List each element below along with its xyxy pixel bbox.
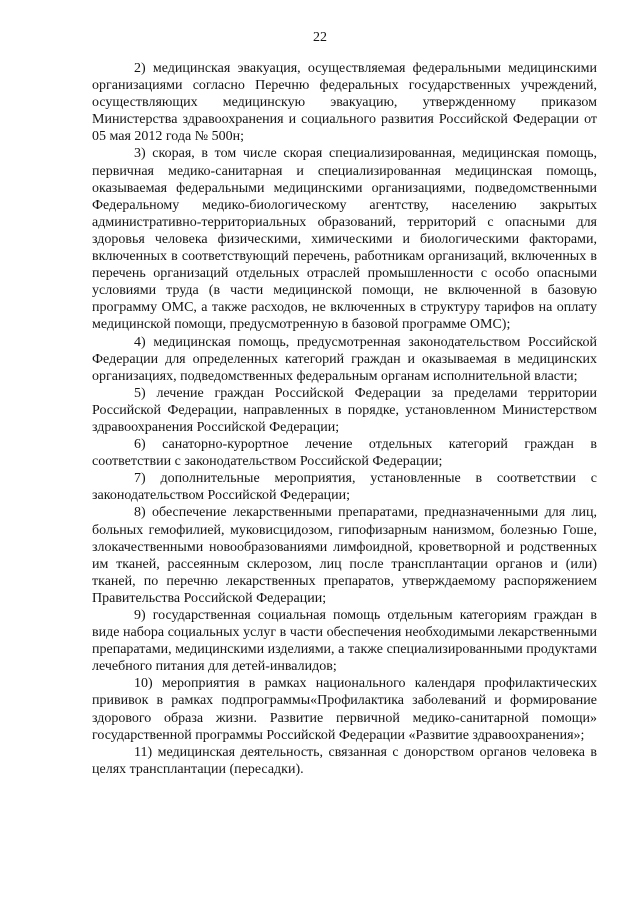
page-number: 22 [313,30,327,45]
document-body [92,60,597,778]
paragraph-item-10: 10) мероприятия в рамках национального календаря профилактических прививок в рамках подпрограммы«Профилактика заболеваний и формирование здорового образа жизни. Развитие первичной медико-санитарной помощи» государственной программы Российской Федерации «Развитие здравоохранения»; [92,676,597,743]
paragraph-item-5: 5) лечение граждан Российской Федерации за пределами территории Российской Федерации, направленных в порядке, установленном Министерством здравоохранения Российской Федерации; [92,385,597,435]
paragraph-item-3: 3) скорая, в том числе скорая специализированная, медицинская помощь, первичная медико-санитарная и специализированная медицинская помощь, оказываемая федеральными медицинскими организациями, подведомственными Федеральному медико-биологическому агентству, населению закрытых административно-территориальных образований, территорий с опасными для здоровья человека физическими, химическими и биологическими факторами, включенных в соответствующий перечень, работникам организаций, включенных в перечень организаций отдельных отраслей промышленности с особо опасными условиями труда (в части медицинской помощи, не включенной в базовую программу ОМС, а также расходов, не включенных в структуру тарифов на оплату медицинской помощи, предусмотренную в базовой программе ОМС); [92,146,597,333]
paragraph-item-11: 11) медицинская деятельность, связанная с донорством органов человека в целях трансплантации (пересадки). [92,744,597,777]
paragraph-item-2: 2) медицинская эвакуация, осуществляемая федеральными медицинскими организациями согласно Перечню федеральных государственных учреждений, осуществляющих медицинскую эвакуацию, утвержденному приказом Министерства здравоохранения и социального развития Российской Федерации от 05 мая 2012 года № 500н; [92,61,597,145]
paragraph-item-7: 7) дополнительные мероприятия, установленные в соответствии с законодательством Российской Федерации; [92,471,597,504]
paragraph-item-4: 4) медицинская помощь, предусмотренная законодательством Российской Федерации для определенных категорий граждан и оказываемая в медицинских организациях, подведомственных федеральным органам исполнительной власти; [92,334,597,384]
paragraph-item-6: 6) санаторно-курортное лечение отдельных категорий граждан в соответствии с законодательством Российской Федерации; [92,437,597,470]
paragraph-item-8: 8) обеспечение лекарственными препаратами, предназначенными для лиц, больных гемофилией, муковисцидозом, гипофизарным нанизмом, болезнью Гоше, злокачественными новообразованиями лимфоидной, кроветворной и родственных им тканей, рассеянным склерозом, лиц после трансплантации органов и (или) тканей, по перечню лекарственных препаратов, утверждаемому распоряжением Правительства Российской Федерации; [92,505,597,606]
paragraph-item-9: 9) государственная социальная помощь отдельным категориям граждан в виде набора социальных услуг в части обеспечения необходимыми лекарственными препаратами, медицинскими изделиями, а также специализированными продуктами лечебного питания для детей-инвалидов; [92,608,597,675]
